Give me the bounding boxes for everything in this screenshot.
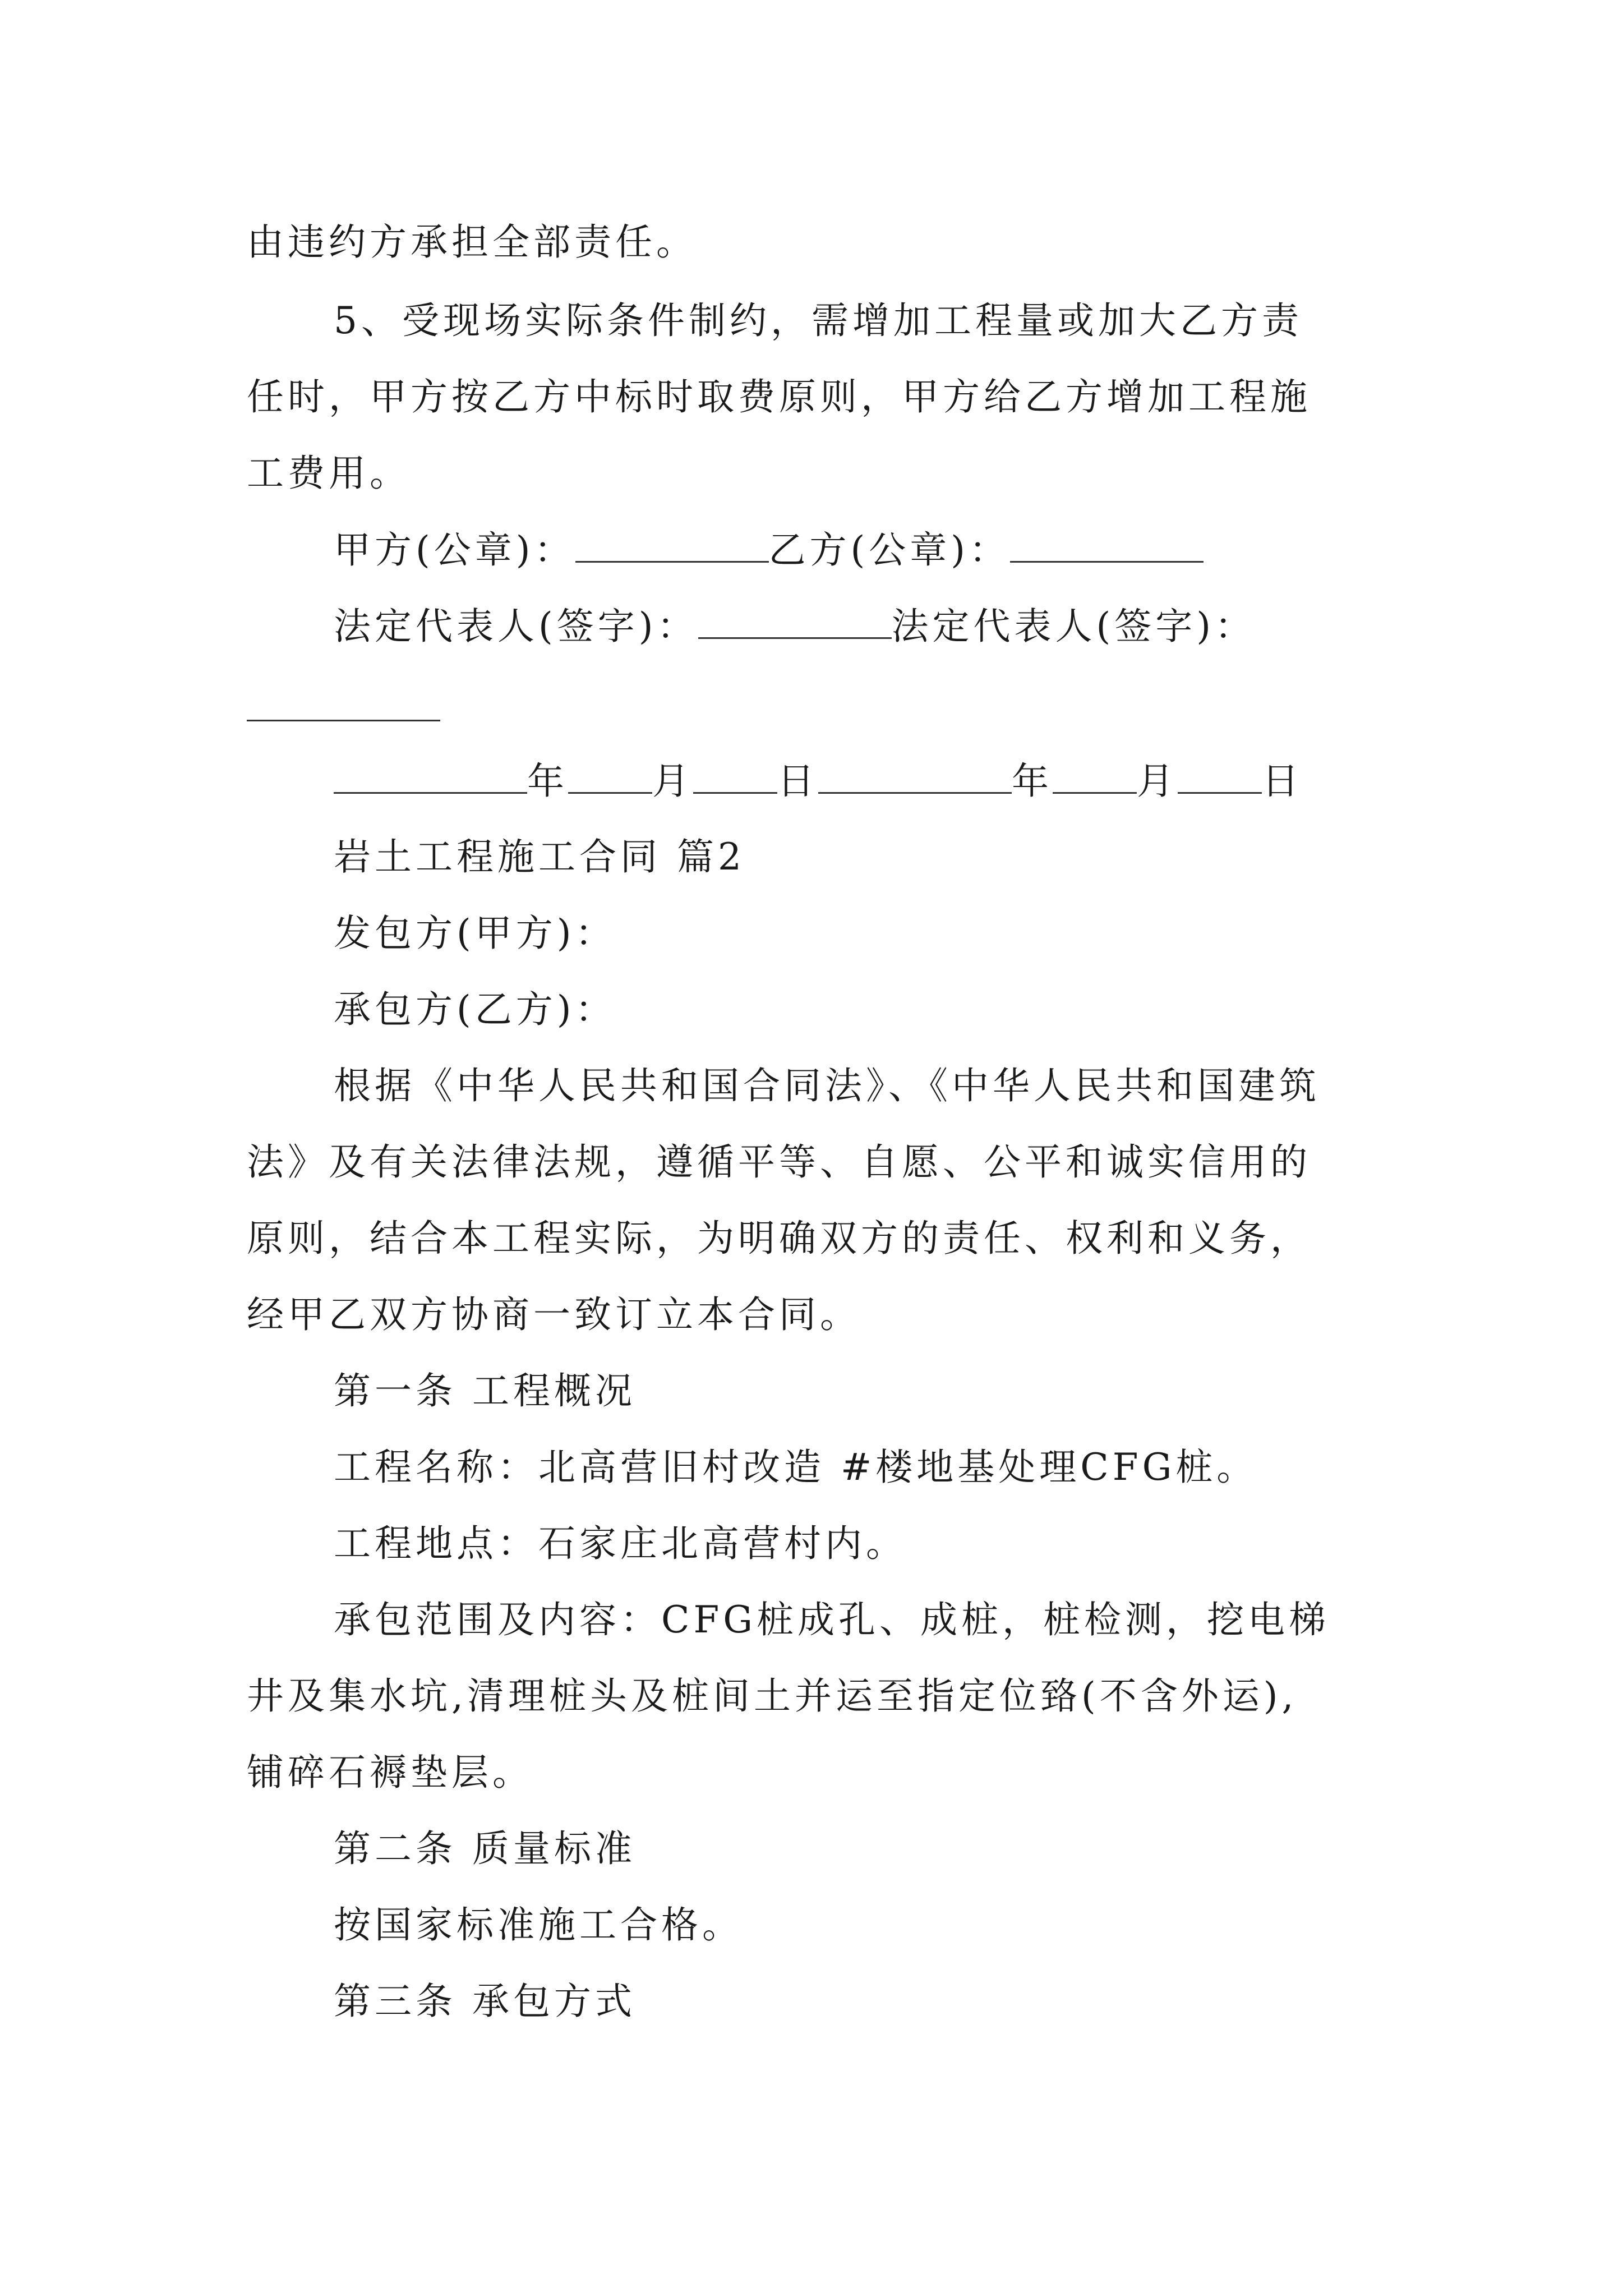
project-location: 工程地点：石家庄北高营村内。 — [334, 1522, 907, 1565]
month-b-label: 月 — [1137, 760, 1178, 803]
paragraph-line: 5、受现场实际条件制约，需增加工程量或加大乙方责 — [334, 299, 1303, 342]
month-a-blank — [568, 758, 652, 794]
preamble-line: 根据《中华人民共和国合同法》、《中华人民共和国建筑 — [334, 1064, 1320, 1107]
preamble-line: 经甲乙双方协商一致订立本合同。 — [247, 1293, 861, 1336]
contractor-line: 承包方(乙方)： — [334, 988, 616, 1031]
scope-line: 井及集水坑,清理桩头及桩间土并运至指定位臵(不含外运), — [247, 1674, 1298, 1718]
seal-line — [334, 527, 1204, 572]
paragraph-line: 任时，甲方按乙方中标时取费原则，甲方给乙方增加工程施 — [247, 375, 1311, 418]
scope-line: 承包范围及内容：CFG桩成孔、成桩，桩检测，挖电梯 — [334, 1598, 1330, 1641]
rep-a-label: 法定代表人(签字)： — [334, 605, 698, 648]
preamble-line: 原则，结合本工程实际，为明确双方的责任、权利和义务， — [247, 1217, 1311, 1260]
project-name: 工程名称：北高营旧村改造 #楼地基处理CFG桩。 — [334, 1446, 1258, 1489]
rep-b-blank — [247, 720, 440, 721]
quality-standard: 按国家标准施工合格。 — [334, 1903, 743, 1947]
section-title: 岩土工程施工合同 篇2 — [334, 835, 745, 878]
year-a-blank — [334, 758, 527, 794]
party-b-seal-label: 乙方(公章)： — [768, 528, 1010, 572]
year-b-blank — [818, 758, 1012, 794]
month-b-blank — [1053, 758, 1137, 794]
month-a-label: 月 — [652, 760, 693, 803]
rep-a-blank — [698, 604, 892, 639]
article-2-title: 第二条 质量标准 — [334, 1827, 636, 1870]
article-1-title: 第一条 工程概况 — [334, 1369, 636, 1412]
year-b-label: 年 — [1012, 760, 1053, 803]
day-b-label: 日 — [1262, 760, 1303, 803]
party-a-seal-label: 甲方(公章)： — [334, 528, 575, 572]
day-a-blank — [693, 758, 777, 794]
year-a-label: 年 — [527, 760, 568, 803]
date-line — [334, 758, 1303, 803]
article-3-title: 第三条 承包方式 — [334, 1980, 636, 2023]
party-b-seal-blank — [1010, 527, 1204, 563]
party-a-seal-blank — [575, 527, 769, 563]
preamble-line: 法》及有关法律法规，遵循平等、自愿、公平和诚实信用的 — [247, 1140, 1311, 1184]
paragraph-line: 由违约方承担全部责任。 — [247, 220, 697, 264]
employer-line: 发包方(甲方)： — [334, 912, 616, 955]
representative-line — [334, 604, 1256, 648]
scope-line: 铺碎石褥垫层。 — [247, 1751, 533, 1794]
day-a-label: 日 — [777, 760, 818, 803]
paragraph-line: 工费用。 — [247, 452, 411, 495]
rep-b-label: 法定代表人(签字)： — [891, 605, 1256, 648]
day-b-blank — [1178, 758, 1262, 794]
